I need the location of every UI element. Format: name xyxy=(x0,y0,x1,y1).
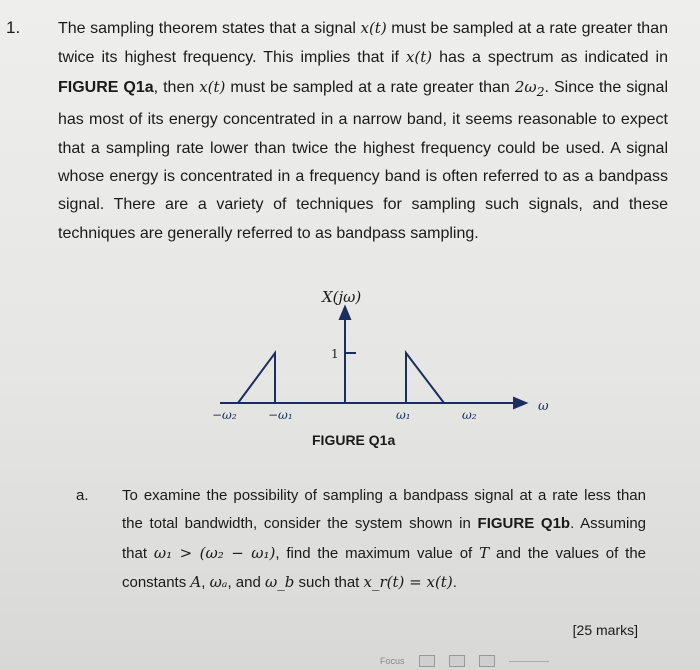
math-x-t: x(t) xyxy=(405,48,433,67)
text: , then xyxy=(153,78,200,96)
subquestion-paragraph xyxy=(122,482,646,598)
text: , find the maximum value of xyxy=(275,544,480,562)
tick-omega-1: ω₁ xyxy=(396,408,411,422)
math-T: T xyxy=(479,543,490,562)
web-layout-icon[interactable] xyxy=(479,655,495,667)
text: To examine the possibility of sampling a bandpass signal at a rate less than the total bandwidth, consider the system shown in xyxy=(122,487,646,533)
axis-arrow-up xyxy=(340,307,350,319)
screen-taskbar xyxy=(380,652,700,670)
figure-reference: FIGURE Q1a xyxy=(58,78,154,96)
text: , xyxy=(201,574,210,592)
text: has a spectrum as indicated in xyxy=(432,49,669,67)
text: must be sampled at a rate greater than xyxy=(225,78,515,96)
layout-icon[interactable] xyxy=(449,655,465,667)
math-condition: ω₁ > (ω₂ − ω₁) xyxy=(153,543,276,562)
figure-caption: FIGURE Q1a xyxy=(312,432,396,448)
tick-neg-omega-1: −ω₁ xyxy=(268,408,293,422)
peak-value-label: 1 xyxy=(331,347,339,361)
zoom-slider[interactable] xyxy=(509,661,549,662)
spectrum-title: X(jω) xyxy=(322,288,362,306)
text: , and xyxy=(227,574,265,592)
question-paragraph xyxy=(58,14,668,248)
axis-omega-label: ω xyxy=(538,399,549,414)
positive-band-triangle xyxy=(406,353,444,403)
axis-arrow-right xyxy=(514,398,526,408)
math-omega-a: ωₐ xyxy=(209,573,228,592)
view-icon[interactable] xyxy=(419,655,435,667)
math-subscript: 2 xyxy=(536,83,545,99)
figure-reference: FIGURE Q1b xyxy=(477,515,571,533)
text: . xyxy=(452,574,457,592)
question-number: 1. xyxy=(6,18,21,37)
subquestion-letter: a. xyxy=(76,487,89,504)
text: . Since the signal has most of its energy concentrated in a narrow band, it seems reasonable to expect that a sampling rate lower than twice the highest frequency could be used. A signal whose energy is concentrated in a frequency band is often referred to as a bandpass signal. There are a variety of techniques for sampling such signals, and these techniques are generally referred to as bandpass sampling. xyxy=(58,78,668,242)
tick-neg-omega-2: −ω₂ xyxy=(212,408,237,422)
text: such that xyxy=(294,574,364,592)
text: . Assuming that xyxy=(122,515,647,562)
math-x-t: x(t) xyxy=(360,19,387,37)
text: The sampling theorem states that a signal xyxy=(58,20,361,37)
math-2-omega: 2ω xyxy=(514,77,537,96)
negative-band-triangle xyxy=(238,353,275,403)
math-equation: x_r(t) = x(t) xyxy=(363,573,453,592)
text: must be sampled at a rate greater than twice its highest frequency. This implies that if xyxy=(58,20,669,67)
math-x-t: x(t) xyxy=(199,77,226,96)
spectrum-figure xyxy=(170,285,570,455)
marks-label: [25 marks] xyxy=(572,622,638,638)
focus-mode-button[interactable]: Focus xyxy=(380,656,405,666)
math-2-omega-2 xyxy=(514,77,545,99)
tick-omega-2: ω₂ xyxy=(462,408,477,422)
text: and the values of the constants xyxy=(122,544,647,592)
math-omega-b: ω_b xyxy=(264,573,295,592)
math-A: A xyxy=(190,573,202,592)
